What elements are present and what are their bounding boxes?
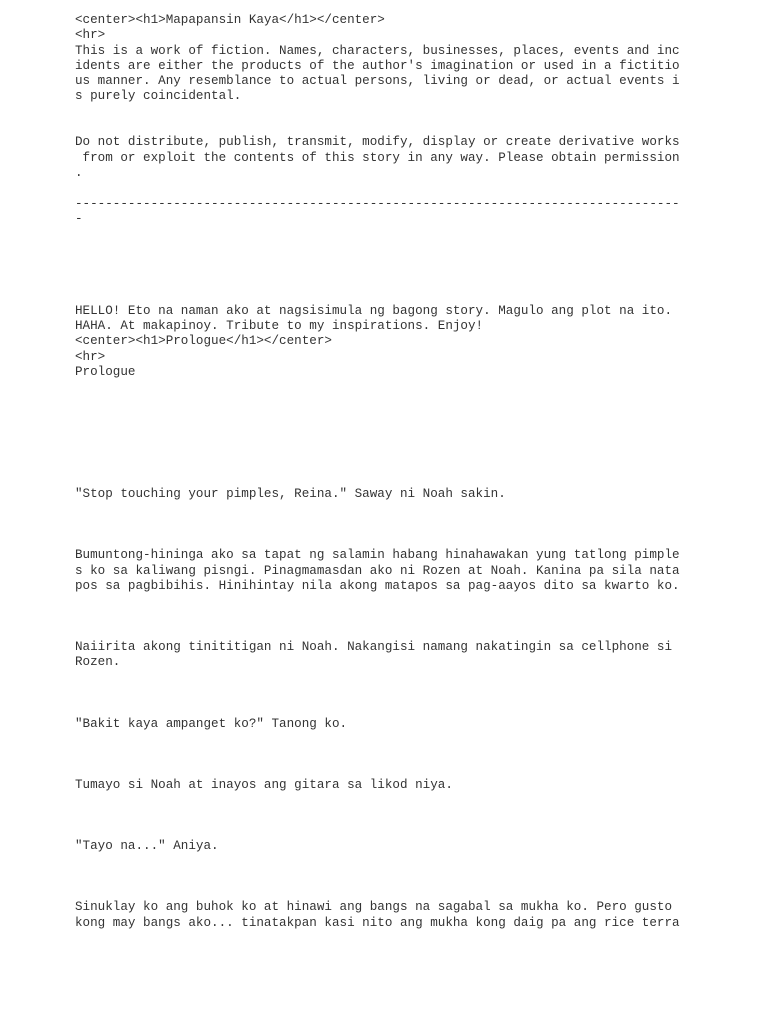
text-line <box>75 288 695 303</box>
text-line: Naiirita akong tinititigan ni Noah. Nakangisi namang nakatingin sa cellphone si <box>75 640 673 655</box>
text-line <box>75 610 695 625</box>
text-line: Bumuntong-hininga ako sa tapat ng salamin habang hinahawakan yung tatlong pimple <box>75 548 680 563</box>
text-line: idents are either the products of the author's imagination or used in a fictitio <box>75 58 680 73</box>
text-line <box>75 258 695 273</box>
text-line <box>75 411 695 426</box>
text-line: "Tayo na..." Aniya. <box>75 839 219 854</box>
text-line: <center><h1>Mapapansin Kaya</h1></center> <box>75 13 385 27</box>
text-line: HELLO! Eto na naman ako at nagsisimula ng bagong story. Magulo ang plot na ito. <box>75 303 673 318</box>
text-line <box>75 625 695 640</box>
text-line <box>75 701 695 716</box>
text-line: - <box>75 211 83 226</box>
text-line <box>75 242 695 257</box>
text-line: This is a work of fiction. Names, characters, businesses, places, events and inc <box>75 43 680 58</box>
text-line <box>75 808 695 823</box>
text-line <box>75 885 695 900</box>
text-line: "Bakit kaya ampanget ko?" Tanong ko. <box>75 716 348 731</box>
text-line: kong may bangs ako... tinatakpan kasi nito ang mukha kong daig pa ang rice terra <box>75 915 680 930</box>
text-line: . <box>75 165 83 180</box>
text-line <box>75 105 695 120</box>
text-line <box>75 747 695 762</box>
text-line: <center><h1>Prologue</h1></center> <box>75 334 332 349</box>
text-line <box>75 395 695 410</box>
text-line: us manner. Any resemblance to actual persons, living or dead, or actual events i <box>75 74 680 89</box>
text-line <box>75 503 695 518</box>
document-text <box>75 13 695 931</box>
text-line: Do not distribute, publish, transmit, modify, display or create derivative works <box>75 135 680 150</box>
text-line <box>75 273 695 288</box>
text-line <box>75 227 695 242</box>
text-line <box>75 441 695 456</box>
text-line <box>75 793 695 808</box>
text-line <box>75 380 695 395</box>
text-line: Tumayo si Noah at inayos ang gitara sa likod niya. <box>75 777 453 792</box>
text-line <box>75 457 695 472</box>
text-line <box>75 686 695 701</box>
text-line <box>75 732 695 747</box>
text-line: Sinuklay ko ang buhok ko at hinawi ang bangs na sagabal sa mukha ko. Pero gusto <box>75 900 673 915</box>
text-line <box>75 120 695 135</box>
text-line: s ko sa kaliwang pisngi. Pinagmamasdan ako ni Rozen at Noah. Kanina pa sila nata <box>75 563 680 578</box>
text-line <box>75 472 695 487</box>
text-line <box>75 870 695 885</box>
text-line: Rozen. <box>75 655 121 670</box>
text-line <box>75 426 695 441</box>
text-line <box>75 671 695 686</box>
text-line <box>75 854 695 869</box>
text-line: pos sa pagbibihis. Hinihintay nila akong matapos sa pag-aayos dito sa kwarto ko. <box>75 578 680 593</box>
text-line <box>75 518 695 533</box>
text-line: Prologue <box>75 364 136 379</box>
text-line <box>75 533 695 548</box>
text-line: HAHA. At makapinoy. Tribute to my inspirations. Enjoy! <box>75 318 484 333</box>
text-line: <hr> <box>75 28 106 43</box>
text-line <box>75 824 695 839</box>
text-line <box>75 763 695 778</box>
text-line: "Stop touching your pimples, Reina." Saway ni Noah sakin. <box>75 487 506 502</box>
text-line: <hr> <box>75 349 106 364</box>
text-line: s purely coincidental. <box>75 89 242 104</box>
text-line: from or exploit the contents of this story in any way. Please obtain permission <box>75 150 680 165</box>
text-line: -------------------------------------------------------------------------------- <box>75 196 680 211</box>
text-line <box>75 594 695 609</box>
text-line <box>75 181 695 196</box>
